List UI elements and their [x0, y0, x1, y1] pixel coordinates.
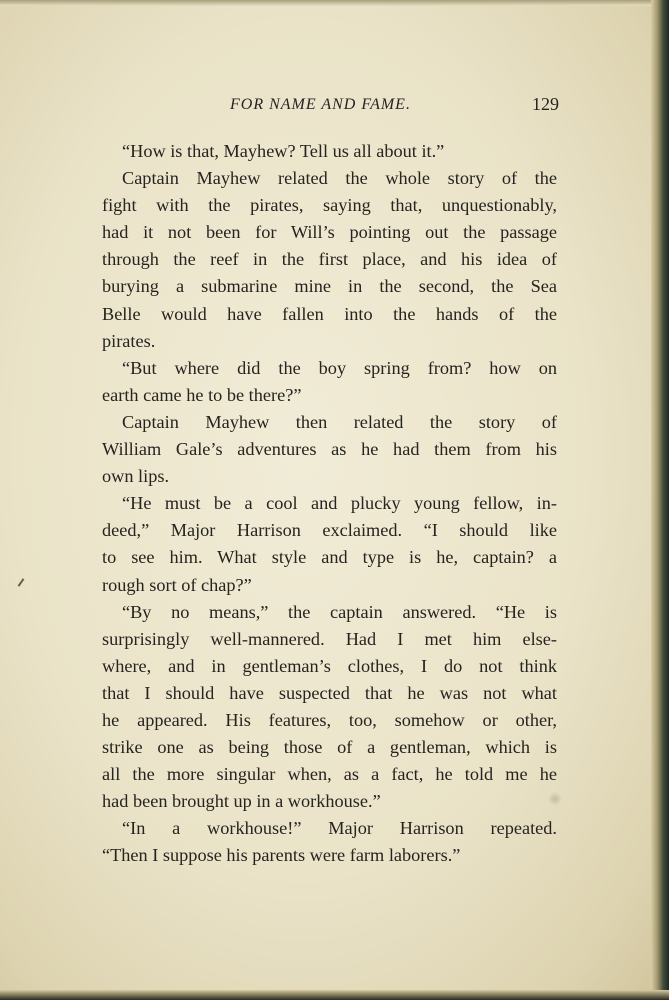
- text-line: burying a submarine mine in the second, the Sea: [102, 276, 557, 297]
- text-line: had been brought up in a workhouse.”: [102, 791, 381, 812]
- text-line: “By no means,” the captain answered. “He is: [122, 601, 557, 622]
- page-bottom-edge: [0, 990, 669, 1000]
- margin-pencil-mark: [18, 578, 25, 587]
- text-line: “In a workhouse!” Major Harrison repeated.: [122, 818, 557, 839]
- text-line: all the more singular when, as a fact, he told me he: [102, 764, 557, 785]
- text-line: that I should have suspected that he was not what: [102, 682, 557, 703]
- page-number: 129: [532, 94, 559, 114]
- text-line: Belle would have fallen into the hands of the: [102, 303, 557, 324]
- text-line: “How is that, Mayhew? Tell us all about it.”: [122, 141, 445, 161]
- text-line: through the reef in the first place, and his idea of: [102, 249, 557, 270]
- text-line: “Then I suppose his parents were farm laborers.”: [102, 845, 461, 866]
- text-line: “But where did the boy spring from? how on: [122, 357, 557, 378]
- page-top-edge: [0, 0, 669, 6]
- text-line: pirates.: [102, 330, 156, 351]
- text-line: earth came he to be there?”: [102, 384, 302, 405]
- text-line: to see him. What style and type is he, captain? a: [102, 547, 557, 568]
- text-line: Captain Mayhew then related the story of: [122, 411, 557, 432]
- text-line: William Gale’s adventures as he had them from his: [102, 439, 557, 460]
- text-line: deed,” Major Harrison exclaimed. “I should like: [102, 520, 557, 541]
- text-line: Captain Mayhew related the whole story of the: [122, 168, 557, 189]
- text-line: “He must be a cool and plucky young fellow, in-: [122, 493, 557, 514]
- text-line: strike one as being those of a gentleman, which is: [102, 737, 557, 758]
- body-text: [102, 138, 557, 870]
- text-line: own lips.: [102, 466, 170, 487]
- text-line: fight with the pirates, saying that, unquestionably,: [102, 195, 557, 216]
- text-line: he appeared. His features, too, somehow or other,: [102, 709, 557, 730]
- text-line: had it not been for Will’s pointing out the passage: [102, 222, 557, 243]
- book-binding-edge: [651, 0, 669, 1000]
- running-title: FOR NAME AND FAME.: [230, 96, 411, 113]
- text-line: rough sort of chap?”: [102, 574, 252, 595]
- text-line: surprisingly well-mannered. Had I met him else-: [102, 628, 557, 649]
- page-header: [102, 92, 562, 122]
- text-line: where, and in gentleman’s clothes, I do not think: [102, 655, 557, 676]
